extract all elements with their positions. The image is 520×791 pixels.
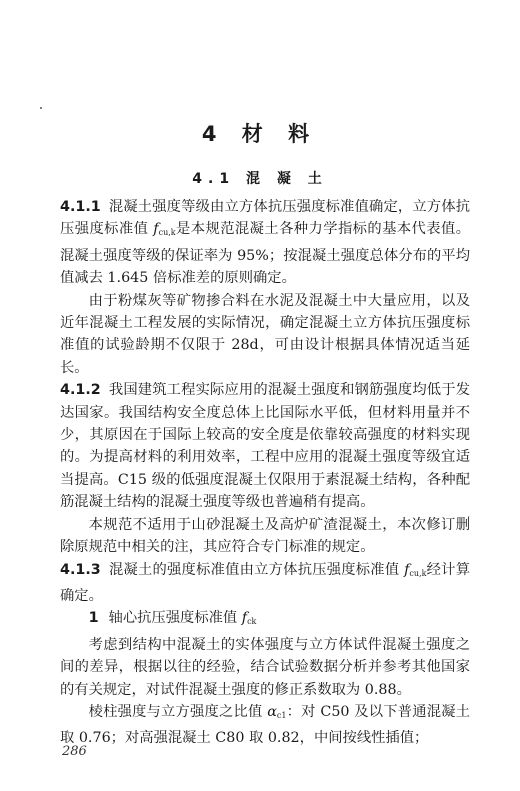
scan-speck: [40, 107, 42, 109]
page-number: 286: [62, 744, 87, 759]
math-subscript: ck: [247, 617, 257, 627]
paragraph: 考虑到结构中混凝土的实体强度与立方体试件混凝土强度之间的差异，根据以往的经验，结合试验数据分析并参考其他国家的有关规定，对试件混凝土强度的修正系数取为 0.88。: [60, 636, 470, 698]
paragraph-text: ：对 C50 及以下普通混凝土取 0.76；对高强混凝土 C80 取 0.82，中间按线性插值；: [60, 703, 470, 747]
clause-text: 混凝土的强度标准值由立方体抗压强度标准值: [108, 561, 405, 578]
chapter-title: 4 材 料: [201, 122, 319, 146]
clause-number: 4.1.2: [60, 382, 101, 399]
clause-text: 混凝土强度等级由立方体抗压强度标准值确定，立方体抗压强度标准值: [60, 199, 470, 238]
paragraph: 本规范不适用于山砂混凝土及高炉矿渣混凝土，本次修订删除原规范中相关的注，其应符合专门标准的规定。: [60, 516, 470, 556]
clause-text: 经计算确定。: [60, 561, 470, 604]
math-subscript: cu,k: [158, 228, 176, 238]
clause-4-1-3: [60, 559, 470, 608]
math-subscript: cu,k: [409, 568, 427, 578]
item-text: 轴心抗压强度标准值: [108, 610, 242, 627]
paragraph: 由于粉煤灰等矿物掺合料在水泥及混凝土中大量应用，以及近年混凝土工程发展的实际情况，确定混凝土立方体抗压强度标准值的试验龄期不仅限于 28d，可由设计根据具体情况适当延长。: [60, 292, 470, 376]
math-symbol: f: [404, 561, 410, 578]
math-subscript: c1: [276, 710, 287, 720]
section-title: 4.1 混 凝 土: [192, 171, 328, 187]
list-item: [60, 607, 470, 633]
paragraph: [60, 701, 470, 750]
clause-number: 4.1.3: [60, 561, 101, 578]
body-text: [60, 196, 470, 750]
paragraph-text: 棱柱强度与立方强度之比值: [88, 703, 268, 720]
clause-4-1-2: [60, 379, 470, 513]
clause-text: 我国建筑工程实际应用的混凝土强度和钢筋强度均低于发达国家。我国结构安全度总体上比国际水平低，但材料用量并不少，其原因在于国际上较高的安全度是依靠较高强度的材料实现的。为提高材料的利用效率，工程中应用的混凝土强度等级宜适当提高。C15 级的低强度混凝土仅限用于素混凝土结构，各种配筋混凝土结构的混凝土强度等级也普遍稍有提高。: [60, 382, 470, 511]
clause-4-1-1: [60, 196, 470, 290]
math-symbol: α: [267, 703, 277, 720]
math-symbol: f: [153, 221, 159, 238]
clause-text: 是本规范混凝土各种力学指标的基本代表值。混凝土强度等级的保证率为 95%；按混凝土强度总体分布的平均值减去 1.645 倍标准差的原则确定。: [60, 221, 471, 287]
item-number: 1: [88, 610, 99, 627]
clause-number: 4.1.1: [60, 199, 101, 215]
math-symbol: f: [241, 610, 248, 627]
